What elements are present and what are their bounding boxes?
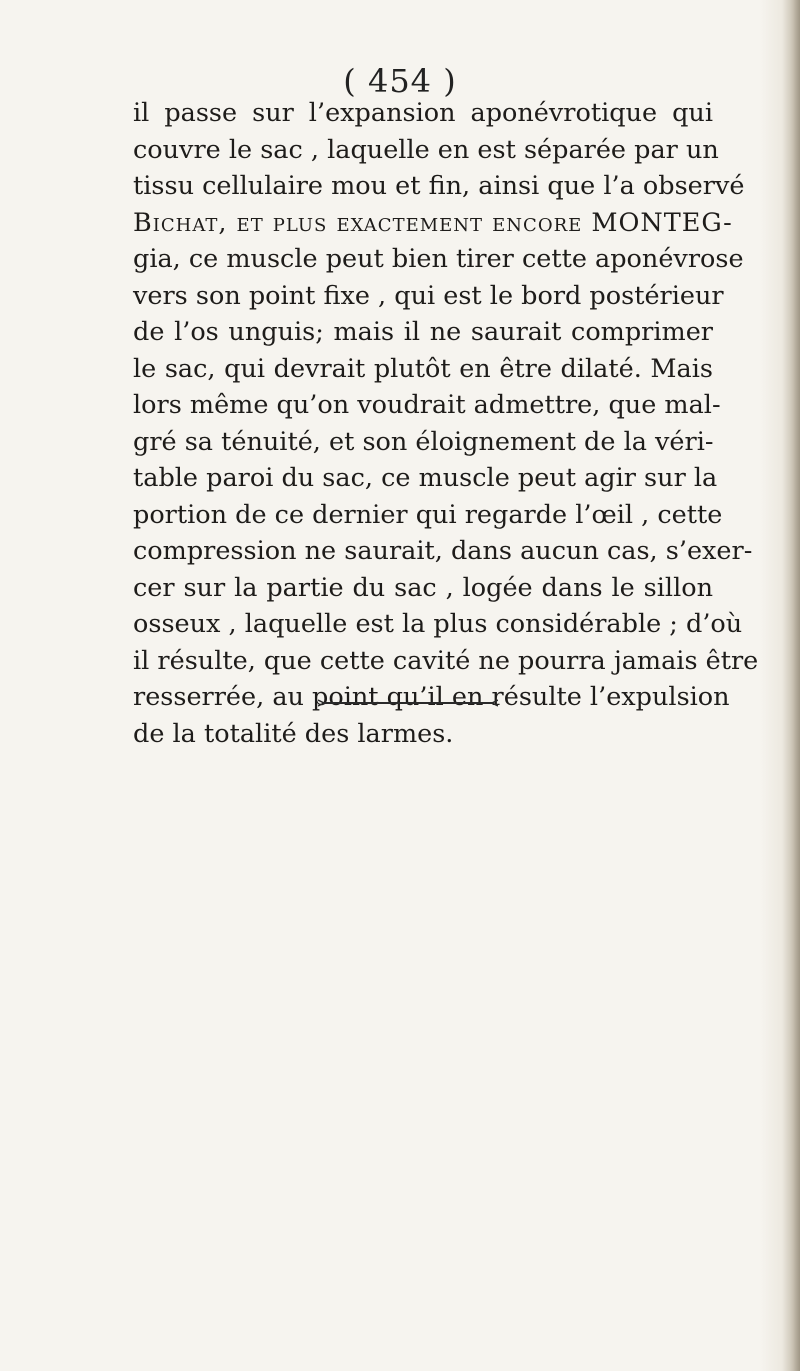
text-line	[133, 205, 733, 242]
text-line: gia, ce muscle peut bien tirer cette aponévrose	[133, 244, 744, 274]
text-line: portion de ce dernier qui regarde l’œil , cette	[133, 499, 723, 530]
horizontal-rule-ornament-icon	[318, 692, 498, 700]
text-line: osseux , laquelle est la plus considérable ; d’où	[133, 609, 743, 639]
text-line: table paroi du sac, ce muscle peut agir sur la	[133, 463, 718, 493]
text-line: de la totalité des larmes.	[133, 718, 454, 749]
text-line: vers son point fixe , qui est le bord postérieur	[133, 280, 724, 311]
text-line: il passe sur l’expansion aponévrotique qui	[133, 98, 713, 128]
text-line: compression ne saurait, dans aucun cas, s’exer-	[133, 536, 753, 566]
text-line: tissu cellulaire mou et fin, ainsi que l’a observé	[133, 171, 745, 201]
text-line-prefix: Bichat, et plus exactement encore	[133, 207, 592, 238]
body-text	[133, 95, 759, 752]
text-line: gré sa ténuité, et son éloignement de la véri-	[133, 426, 714, 457]
ornament-rule-icon	[318, 699, 498, 707]
text-line: le sac, qui devrait plutôt en être dilaté. Mais	[133, 353, 713, 384]
text-line: cer sur la partie du sac , logée dans le sillon	[133, 572, 713, 603]
text-line: il résulte, que cette cavité ne pourra jamais être	[133, 645, 759, 676]
text-line: resserrée, au point qu’il en résulte l’expulsion	[133, 682, 730, 712]
text-line: couvre le sac , laquelle en est séparée par un	[133, 134, 719, 165]
page-number-header: ( 454 )	[343, 62, 457, 100]
text-line: lors même qu’on voudrait admettre, que mal-	[133, 390, 721, 420]
text-line-suffix: MONTEG-	[591, 207, 733, 238]
text-line: de l’os unguis; mais il ne saurait comprimer	[133, 317, 713, 347]
page-edge-shadow	[782, 0, 800, 1371]
